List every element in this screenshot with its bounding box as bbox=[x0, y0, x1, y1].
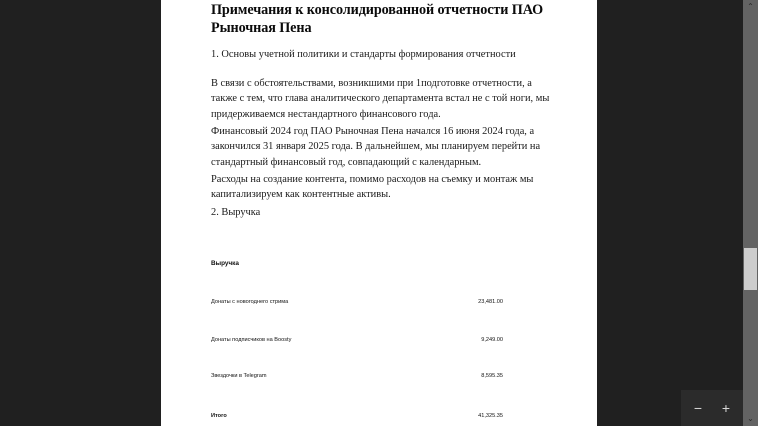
revenue-table bbox=[211, 233, 503, 419]
table-row bbox=[211, 343, 503, 379]
zoom-in-button[interactable]: + bbox=[721, 400, 731, 416]
row-value-donations-stream: 23,481.00 bbox=[478, 299, 503, 305]
paragraph-2: Финансовый 2024 год ПАО Рыночная Пена начался 16 июня 2024 года, а закончился 31 января 2025 года. В дальнейшем, мы планируем перейти на стандартный финансовый год, совпадающий с календарным. bbox=[211, 126, 541, 168]
table-row-total bbox=[211, 379, 503, 419]
paragraph-1: В связи с обстоятельствами, возникшими при 1подготовке отчетности, а также с тем, что глава аналитического департамента встал не с той ноги, мы придерживаемся нестандартного финансового года. bbox=[211, 78, 550, 120]
total-label: Итого bbox=[211, 413, 227, 419]
table-row bbox=[211, 305, 503, 343]
table-row bbox=[211, 267, 503, 305]
section-heading-1: 1. Основы учетной политики и стандарты формирования отчетности bbox=[211, 49, 516, 60]
paragraph-3: Расходы на создание контента, помимо расходов на съемку и монтаж мы капитализируем как контентные активы. bbox=[211, 174, 534, 201]
row-label-donations-boosty: Донаты подписчиков на Boosty bbox=[211, 337, 292, 343]
vertical-scrollbar[interactable] bbox=[743, 0, 758, 426]
revenue-header-value bbox=[407, 233, 503, 267]
row-value-telegram-stars: 8,595.35 bbox=[481, 373, 503, 379]
zoom-out-button[interactable]: − bbox=[693, 400, 703, 416]
table-row-header bbox=[211, 233, 503, 267]
revenue-header-label: Выручка bbox=[211, 260, 239, 267]
scrollbar-thumb[interactable] bbox=[744, 248, 757, 290]
total-value: 41,325.35 bbox=[478, 413, 503, 419]
scroll-down-arrow-icon[interactable]: ⌄ bbox=[747, 414, 754, 423]
row-label-donations-stream: Донаты с новогоднего стрима bbox=[211, 299, 289, 305]
row-value-donations-boosty: 9,249.00 bbox=[481, 337, 503, 343]
section-heading-2: 2. Выручка bbox=[211, 207, 261, 218]
page-title: Примечания к консолидированной отчетности ПАО Рыночная Пена bbox=[211, 2, 544, 36]
scroll-up-arrow-icon[interactable]: ⌃ bbox=[747, 2, 754, 11]
zoom-controls bbox=[681, 390, 743, 426]
document-page bbox=[161, 0, 597, 426]
row-label-telegram-stars: Звездочки в Telegram bbox=[211, 373, 267, 379]
